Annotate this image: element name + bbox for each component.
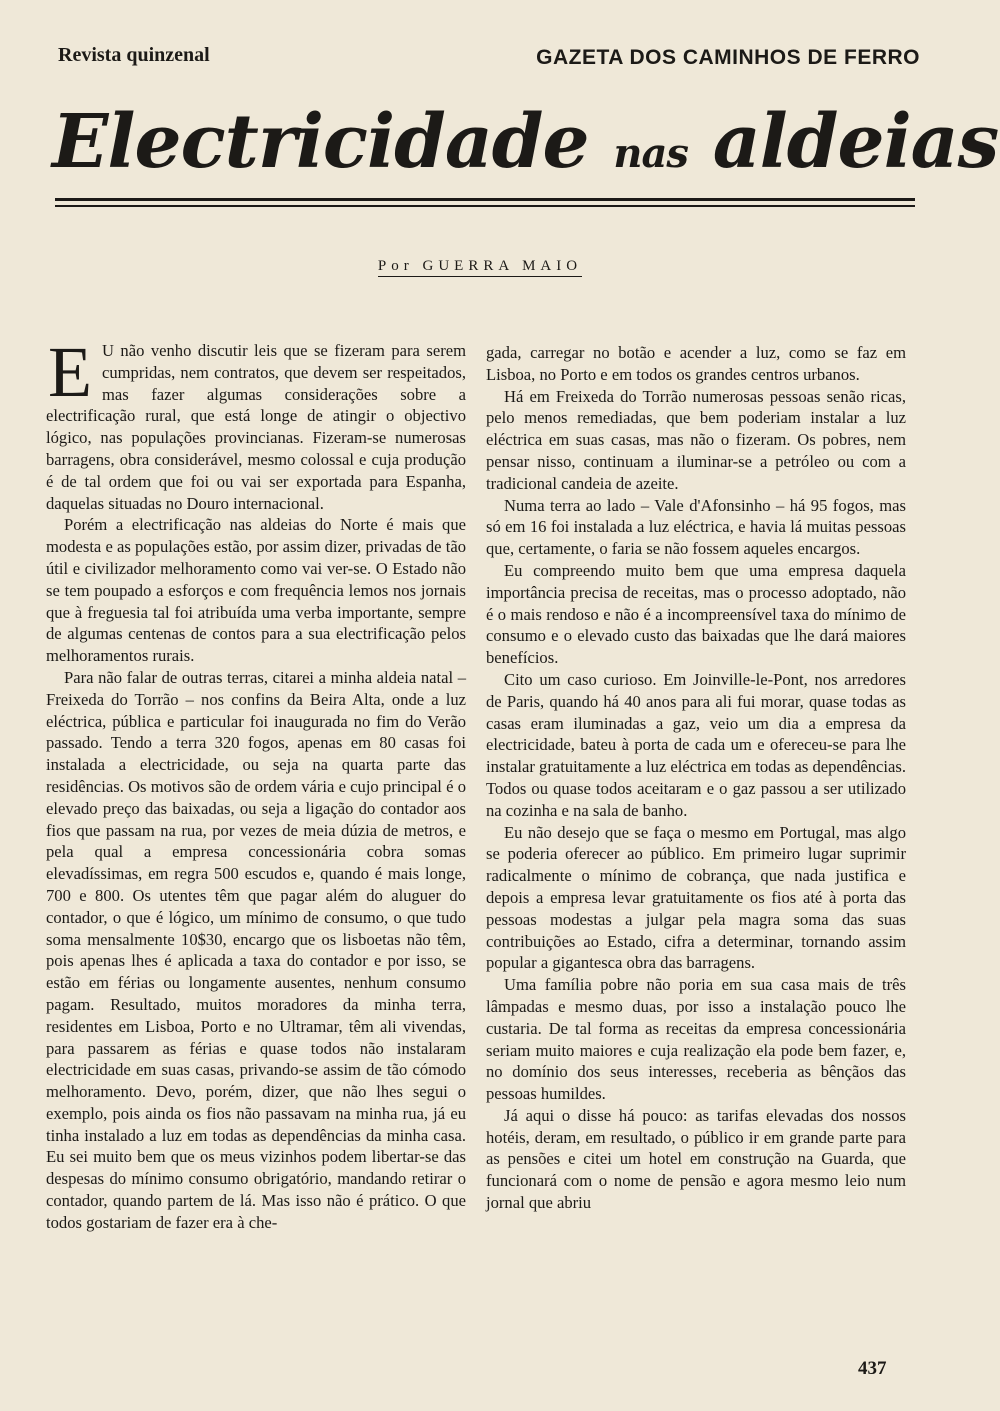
title-rule-bottom — [55, 205, 915, 207]
magazine-name: GAZETA DOS CAMINHOS DE FERRO — [536, 46, 920, 69]
page-number: 437 — [858, 1358, 887, 1379]
paragraph: Porém a electrificação nas aldeias do Norte é mais que modesta e as populações estão, por assim dizer, privadas de tão útil e civilizador melhoramento como vai ver-se. O Estado não se tem poupado a esforços e com frequência lemos nos jornais que à freguesia tal foi atribuída uma verba importante, sempre de algumas centenas de contos para a sua electrificação pelos melhoramentos rurais. — [46, 515, 466, 666]
byline-text: Por GUERRA MAIO — [378, 258, 582, 277]
title-word-3: aldeias — [712, 99, 999, 185]
article-title — [52, 99, 999, 185]
paragraph: Eu não desejo que se faça o mesmo em Portugal, mas algo se poderia oferecer ao público. Em primeiro lugar suprimir radicalmente o mínimo de cobrança, que nada justifica e depois a empresa levar gratuitamente os fios até à porta das pessoas modestas a julgar pela magra soma das suas contribuições ao Estado, cifra a determinar, tornando assim popular a gigantesca obra das barragens. — [486, 822, 906, 973]
title-word-2: nas — [613, 130, 688, 177]
paragraph — [46, 332, 466, 514]
paragraph: gada, carregar no botão e acender a luz, como se faz em Lisboa, no Porto e em todos os grandes centros urbanos. — [486, 343, 906, 384]
paragraph: Cito um caso curioso. Em Joinville-le-Pont, nos arredores de Paris, quando há 40 anos para ali fui morar, quase todas as casas eram iluminadas a gaz, veio um dia a empresa da electricidade, bateu à porta de cada um e ofereceu-se para lhe instalar gratuitamente a luz eléctrica em todas as dependências. Todos ou quase todos aceitaram e o gaz passou a ser utilizado na cozinha e na sala de banho. — [486, 669, 906, 820]
title-rule-top — [55, 198, 915, 201]
paragraph: Há em Freixeda do Torrão numerosas pessoas senão ricas, pelo menos remediadas, que bem poderiam instalar a luz eléctrica em suas casas, mas não o fizeram. Os pobres, nem pensar nisso, continuam a iluminar-se a petróleo ou com a tradicional candeia de azeite. — [486, 386, 906, 493]
title-word-1: Electricidade — [52, 99, 589, 185]
paragraph: Já aqui o disse há pouco: as tarifas elevadas dos nossos hotéis, deram, em resultado, o público ir em grande parte para as pensões e citei um hotel em construção na Guarda, que funcionará com o nome de pensão e agora mesmo leio num jornal que abriu — [486, 1105, 906, 1213]
paragraph: Uma família pobre não poria em sua casa mais de três lâmpadas e mesmo duas, por isso a instalação pouco lhe custaria. De tal forma as receitas da empresa concessionária seriam muito maiores e cuja realização ela pode bem fazer, e, no domínio dos seus interesses, receberia as bênçãos das pessoas humildes. — [486, 975, 906, 1104]
drop-cap: E — [48, 332, 92, 412]
magazine-subtitle: Revista quinzenal — [58, 44, 210, 66]
paragraph: Numa terra ao lado – Vale d'Afonsinho – há 95 fogos, mas só em 16 foi instalada a luz eléctrica, e havia lá muitas pessoas que, certamente, o faria se não fossem aqueles encargos. — [486, 495, 906, 559]
left-column — [46, 332, 466, 1234]
paragraph: Eu compreendo muito bem que uma empresa daquela importância precisa de receitas, mas o processo adoptado, não é o mais rendoso e não é a incompreensível taxa do mínimo de consumo e o elevado custo das baixadas que lhe dará maiores benefícios. — [486, 560, 906, 668]
right-column — [486, 342, 906, 1214]
paragraph: Para não falar de outras terras, citarei a minha aldeia natal – Freixeda do Torrão – nos confins da Beira Alta, onde a luz eléctrica, pública e particular foi inaugurada no fim do Verão passado. Tendo a terra 320 fogos, apenas em 80 casas foi instalada a electricidade, ou seja na quarta parte das residências. Os motivos são de ordem vária e cujo principal é o elevado preço das baixadas, ou seja a ligação do contador aos fios que passam na rua, por vezes de meia dúzia de metros, e pela qual a empresa concessionária cobra somas elevadíssimas, em regra 500 escudos e, quando é mais longe, 700 e 800. Os utentes têm que pagar além do aluguer do contador, o que é lógico, um mínimo de consumo, o que tudo soma mensalmente 10$30, encargo que os lisboetas não têm, pois apenas lhes é aplicada a taxa do contador e por isso, se estão em férias ou longamente ausentes, nenhum consumo pagam. Resultado, muitos moradores da minha terra, residentes em Lisboa, Porto e no Ultramar, têm ali vivendas, para passarem as férias e quase todos não instalaram electricidade em suas casas, privando-se assim de tão cómodo melhoramento. Devo, porém, dizer, que não lhes segui o exemplo, pois ainda os fios não passavam na minha rua, já eu tinha instalado a luz em todas as dependências da minha casa. Eu sei muito bem que os meus vizinhos podem libertar-se das despesas do mínimo consumo obrigatório, mandando retirar o contador, quando partem de lá. Mas isso não é prático. O que todos gostariam de fazer era à che- — [46, 667, 466, 1232]
paragraph-text: U não venho discutir leis que se fizeram para serem cumpridas, nem contratos, que devem ser respeitados, mas fazer algumas considerações sobre a electrificação rural, que está longe de atingir o objectivo lógico, nas populações provincianas. Fizeram-se numerosas barragens, obra considerável, mesmo colossal e cuja produção é de tal ordem que foi ou vai ser exportada para Espanha, daquelas situadas no Douro internacional. — [46, 341, 466, 513]
byline — [0, 258, 960, 275]
